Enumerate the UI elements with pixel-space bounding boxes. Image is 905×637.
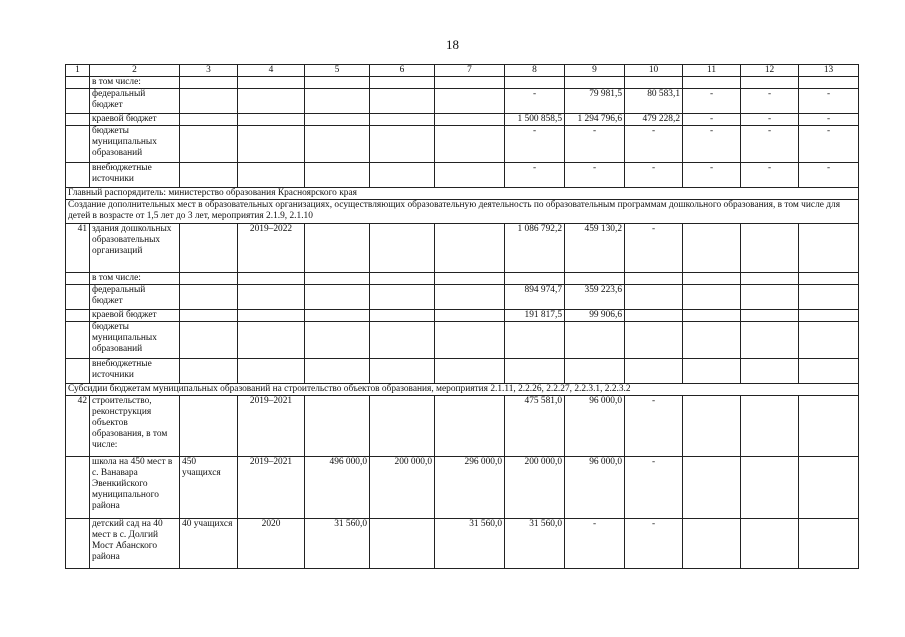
- cell: [683, 77, 741, 89]
- cell: [238, 126, 305, 163]
- row-name: краевой бюджет: [90, 114, 180, 126]
- cell: [180, 396, 238, 457]
- column-number: 6: [370, 65, 435, 77]
- value-cell: -: [625, 457, 683, 519]
- cell: [799, 77, 859, 89]
- cell: [180, 224, 238, 273]
- cell: [741, 359, 799, 384]
- row-name: детский сад на 40 мест в с. Долгий Мост Абанского района: [90, 519, 180, 569]
- value-cell: -: [799, 114, 859, 126]
- cell: [66, 163, 90, 188]
- cell: [370, 519, 435, 569]
- section-row: [66, 188, 859, 200]
- cell: [180, 273, 238, 285]
- column-number: 7: [435, 65, 505, 77]
- cell: [741, 322, 799, 359]
- value-cell: -: [741, 89, 799, 114]
- value-cell: 296 000,0: [435, 457, 505, 519]
- cell: [683, 285, 741, 310]
- row-name: бюджеты муниципальных образований: [90, 322, 180, 359]
- cell: [683, 273, 741, 285]
- row-name: в том числе:: [90, 77, 180, 89]
- value-cell: -: [565, 163, 625, 188]
- column-number: 9: [565, 65, 625, 77]
- cell: [505, 273, 565, 285]
- section-row: [66, 384, 859, 396]
- column-number: 12: [741, 65, 799, 77]
- cell: [238, 77, 305, 89]
- value-cell: 31 560,0: [505, 519, 565, 569]
- cell: [238, 359, 305, 384]
- cell: [66, 310, 90, 322]
- table-row: [66, 310, 859, 322]
- value-cell: 1 500 858,5: [505, 114, 565, 126]
- value-cell: 80 583,1: [625, 89, 683, 114]
- value-cell: 496 000,0: [305, 457, 370, 519]
- cell: [305, 77, 370, 89]
- value-cell: 359 223,6: [565, 285, 625, 310]
- cell: [435, 126, 505, 163]
- value-cell: 99 906,6: [565, 310, 625, 322]
- table-row: [66, 457, 859, 519]
- cell: [435, 163, 505, 188]
- column-number-row: [66, 65, 859, 77]
- value-cell: -: [799, 126, 859, 163]
- cell: [370, 322, 435, 359]
- value-cell: -: [741, 126, 799, 163]
- cell: [180, 322, 238, 359]
- table-row: [66, 396, 859, 457]
- cell: [66, 114, 90, 126]
- cell: [66, 519, 90, 569]
- cell: [683, 359, 741, 384]
- column-number: 11: [683, 65, 741, 77]
- years-cell: 2019–2021: [238, 457, 305, 519]
- cell: [66, 77, 90, 89]
- value-cell: -: [625, 224, 683, 273]
- cell: [565, 77, 625, 89]
- cell: [66, 273, 90, 285]
- years-cell: 2020: [238, 519, 305, 569]
- value-cell: -: [683, 89, 741, 114]
- cell: [66, 457, 90, 519]
- table-row: [66, 322, 859, 359]
- row-name: федеральный бюджет: [90, 285, 180, 310]
- cell: [799, 519, 859, 569]
- cell: [799, 457, 859, 519]
- cell: [565, 359, 625, 384]
- cell: [370, 163, 435, 188]
- cell: [625, 285, 683, 310]
- table-row: [66, 519, 859, 569]
- column-number: 13: [799, 65, 859, 77]
- cell: [683, 396, 741, 457]
- cell: [799, 224, 859, 273]
- cell: [66, 322, 90, 359]
- row-name: внебюджетные источники: [90, 359, 180, 384]
- cell: [238, 114, 305, 126]
- table-row: [66, 285, 859, 310]
- cell: [435, 224, 505, 273]
- cell: [180, 310, 238, 322]
- cell: [435, 273, 505, 285]
- cell: [435, 396, 505, 457]
- years-cell: 2019–2022: [238, 224, 305, 273]
- cell: [305, 285, 370, 310]
- row-number: 42: [66, 396, 90, 457]
- cell: [180, 114, 238, 126]
- cell: [625, 322, 683, 359]
- cell: [799, 396, 859, 457]
- value-cell: 479 228,2: [625, 114, 683, 126]
- row-name: строительство, реконструкция объектов образования, в том числе:: [90, 396, 180, 457]
- row-name: федеральный бюджет: [90, 89, 180, 114]
- value-cell: 1 086 792,2: [505, 224, 565, 273]
- cell: [305, 126, 370, 163]
- cell: [625, 310, 683, 322]
- value-cell: -: [565, 126, 625, 163]
- page-number: 18: [446, 37, 459, 52]
- cell: [180, 163, 238, 188]
- value-cell: 96 000,0: [565, 457, 625, 519]
- cell: [305, 396, 370, 457]
- cell: [435, 114, 505, 126]
- cell: [370, 77, 435, 89]
- cell: [238, 163, 305, 188]
- table-row: [66, 163, 859, 188]
- cell: [741, 396, 799, 457]
- column-number: 2: [90, 65, 180, 77]
- table-row: [66, 126, 859, 163]
- cell: [180, 126, 238, 163]
- value-cell: 31 560,0: [435, 519, 505, 569]
- value-cell: 79 981,5: [565, 89, 625, 114]
- cell: [505, 77, 565, 89]
- cell: [625, 77, 683, 89]
- section-heading: Субсидии бюджетам муниципальных образований на строительство объектов образования, мероприятия 2.1.11, 2.2.26, 2.2.27, 2.2.3.1, 2.2.3.2: [66, 384, 859, 396]
- table-row: [66, 114, 859, 126]
- cell: [741, 273, 799, 285]
- table-row: [66, 273, 859, 285]
- table-row: [66, 89, 859, 114]
- capacity-cell: 40 учащихся: [180, 519, 238, 569]
- cell: [370, 89, 435, 114]
- cell: [683, 310, 741, 322]
- row-name: краевой бюджет: [90, 310, 180, 322]
- value-cell: -: [741, 114, 799, 126]
- cell: [238, 89, 305, 114]
- cell: [180, 89, 238, 114]
- column-number: 3: [180, 65, 238, 77]
- cell: [683, 457, 741, 519]
- cell: [799, 322, 859, 359]
- cell: [66, 359, 90, 384]
- value-cell: 191 817,5: [505, 310, 565, 322]
- cell: [683, 519, 741, 569]
- row-name: школа на 450 мест в с. Ванавара Эвенкийского муниципального района: [90, 457, 180, 519]
- value-cell: -: [505, 89, 565, 114]
- value-cell: -: [625, 396, 683, 457]
- cell: [741, 285, 799, 310]
- cell: [799, 273, 859, 285]
- column-number: 10: [625, 65, 683, 77]
- cell: [180, 359, 238, 384]
- cell: [683, 322, 741, 359]
- cell: [625, 273, 683, 285]
- value-cell: -: [683, 114, 741, 126]
- value-cell: -: [683, 163, 741, 188]
- section-heading: Главный распорядитель: министерство образования Красноярского края: [66, 188, 859, 200]
- cell: [238, 310, 305, 322]
- value-cell: 96 000,0: [565, 396, 625, 457]
- cell: [741, 224, 799, 273]
- table-row: [66, 224, 859, 273]
- value-cell: -: [505, 163, 565, 188]
- value-cell: -: [625, 163, 683, 188]
- cell: [435, 310, 505, 322]
- value-cell: -: [625, 126, 683, 163]
- column-number: 1: [66, 65, 90, 77]
- row-name: здания дошкольных образовательных организаций: [90, 224, 180, 273]
- column-number: 8: [505, 65, 565, 77]
- cell: [180, 285, 238, 310]
- cell: [370, 285, 435, 310]
- cell: [370, 224, 435, 273]
- cell: [370, 359, 435, 384]
- cell: [799, 285, 859, 310]
- years-cell: 2019–2021: [238, 396, 305, 457]
- value-cell: -: [799, 163, 859, 188]
- cell: [625, 359, 683, 384]
- capacity-cell: 450 учащихся: [180, 457, 238, 519]
- row-name: внебюджетные источники: [90, 163, 180, 188]
- column-number: 4: [238, 65, 305, 77]
- value-cell: -: [625, 519, 683, 569]
- table-row: [66, 77, 859, 89]
- cell: [799, 359, 859, 384]
- cell: [305, 310, 370, 322]
- cell: [435, 285, 505, 310]
- cell: [305, 359, 370, 384]
- row-name: бюджеты муниципальных образований: [90, 126, 180, 163]
- section-row: [66, 200, 859, 224]
- cell: [66, 89, 90, 114]
- cell: [741, 77, 799, 89]
- value-cell: 475 581,0: [505, 396, 565, 457]
- cell: [799, 310, 859, 322]
- cell: [741, 457, 799, 519]
- cell: [238, 285, 305, 310]
- cell: [370, 310, 435, 322]
- column-number: 5: [305, 65, 370, 77]
- cell: [238, 273, 305, 285]
- cell: [565, 273, 625, 285]
- cell: [370, 114, 435, 126]
- budget-table: [65, 64, 859, 569]
- value-cell: 1 294 796,6: [565, 114, 625, 126]
- cell: [180, 77, 238, 89]
- cell: [370, 396, 435, 457]
- cell: [305, 89, 370, 114]
- cell: [505, 322, 565, 359]
- cell: [565, 322, 625, 359]
- value-cell: 31 560,0: [305, 519, 370, 569]
- value-cell: -: [565, 519, 625, 569]
- table-row: [66, 359, 859, 384]
- cell: [238, 322, 305, 359]
- row-number: 41: [66, 224, 90, 273]
- cell: [435, 359, 505, 384]
- section-heading: Создание дополнительных мест в образовательных организациях, осуществляющих образовательную деятельность по образовательным программам дошкольного образования, в том числе для детей в возрасте от 1,5 лет до 3 лет, мероприятия 2.1.9, 2.1.10: [66, 200, 859, 224]
- cell: [66, 126, 90, 163]
- cell: [370, 273, 435, 285]
- value-cell: -: [741, 163, 799, 188]
- cell: [435, 89, 505, 114]
- cell: [305, 224, 370, 273]
- value-cell: -: [683, 126, 741, 163]
- cell: [66, 285, 90, 310]
- cell: [305, 114, 370, 126]
- cell: [505, 359, 565, 384]
- row-name: в том числе:: [90, 273, 180, 285]
- cell: [741, 519, 799, 569]
- cell: [305, 322, 370, 359]
- cell: [305, 273, 370, 285]
- cell: [435, 322, 505, 359]
- value-cell: 200 000,0: [505, 457, 565, 519]
- value-cell: 200 000,0: [370, 457, 435, 519]
- cell: [683, 224, 741, 273]
- cell: [435, 77, 505, 89]
- value-cell: 894 974,7: [505, 285, 565, 310]
- cell: [305, 163, 370, 188]
- cell: [370, 126, 435, 163]
- value-cell: -: [799, 89, 859, 114]
- value-cell: 459 130,2: [565, 224, 625, 273]
- value-cell: -: [505, 126, 565, 163]
- cell: [741, 310, 799, 322]
